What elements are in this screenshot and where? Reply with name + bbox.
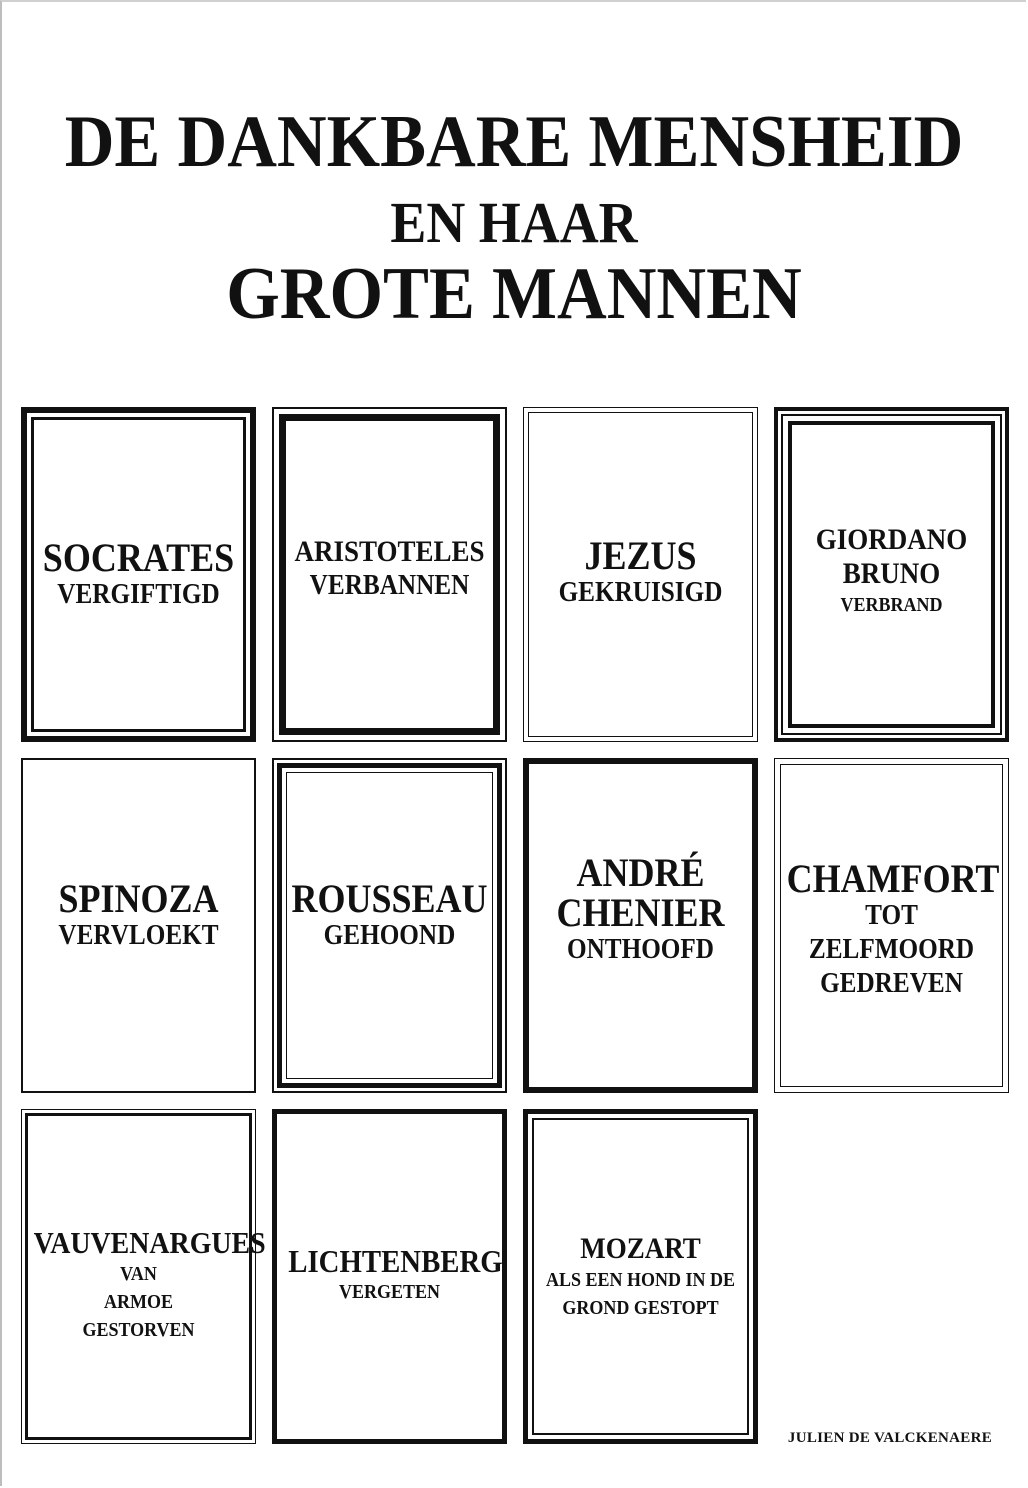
- card-fate: VERBANNEN: [309, 569, 470, 601]
- card-name: VAUVENARGUES: [33, 1224, 266, 1260]
- card-fate: VERGETEN: [338, 1280, 441, 1303]
- card-fate-line-1: VAN: [120, 1262, 157, 1285]
- title-line-2: EN HAAR: [390, 190, 638, 255]
- title-line-3: GROTE MANNEN: [226, 253, 802, 335]
- card-andre-chenier: [523, 758, 758, 1093]
- card-vauvenargues: [21, 1109, 266, 1444]
- card-fate-line-1: TOT: [865, 899, 918, 931]
- card-name: SPINOZA: [58, 875, 219, 921]
- card-fate: GEHOOND: [323, 919, 456, 951]
- card-fate: GEKRUISIGD: [558, 576, 723, 608]
- card-mozart: [523, 1109, 758, 1444]
- card-jezus: [523, 407, 758, 742]
- card-fate-line-2: ARMOE: [103, 1290, 173, 1313]
- card-rousseau: [272, 758, 507, 1093]
- card-name: ARISTOTELES: [294, 534, 485, 568]
- card-fate: VERVLOEKT: [58, 919, 219, 951]
- card-giordano-bruno: [774, 407, 1009, 742]
- card-lichtenberg: [272, 1109, 507, 1444]
- card-name: CHAMFORT: [786, 855, 1000, 901]
- author-credit: JULIEN DE VALCKENAERE: [787, 1430, 993, 1446]
- card-socrates: [21, 407, 256, 742]
- card-fate: VERBRAND: [840, 593, 943, 616]
- card-name: JEZUS: [584, 532, 697, 578]
- title-line-1: DE DANKBARE MENSHEID: [64, 101, 964, 183]
- card-name-line-1: ANDRÉ: [576, 849, 705, 895]
- card-name: LICHTENBERG: [288, 1242, 503, 1279]
- card-name-line-2: CHENIER: [556, 889, 725, 935]
- card-name: ROUSSEAU: [291, 875, 488, 921]
- card-name: SOCRATES: [42, 534, 235, 580]
- card-spinoza: [21, 758, 256, 1093]
- card-name: MOZART: [580, 1231, 701, 1265]
- card-fate-line-2: ZELFMOORD: [808, 933, 975, 965]
- card-chamfort: [774, 758, 1009, 1093]
- card-fate-line-1: ALS EEN HOND IN DE: [545, 1268, 736, 1291]
- card-fate-line-2: GROND GESTOPT: [562, 1296, 719, 1319]
- card-name-line-2: BRUNO: [842, 556, 941, 590]
- card-fate: ONTHOOFD: [566, 933, 715, 965]
- card-name-line-1: GIORDANO: [815, 522, 968, 556]
- card-aristoteles: [272, 407, 507, 742]
- card-fate: VERGIFTIGD: [57, 578, 220, 610]
- card-fate-line-3: GEDREVEN: [820, 967, 963, 999]
- card-fate-line-3: GESTORVEN: [82, 1318, 195, 1341]
